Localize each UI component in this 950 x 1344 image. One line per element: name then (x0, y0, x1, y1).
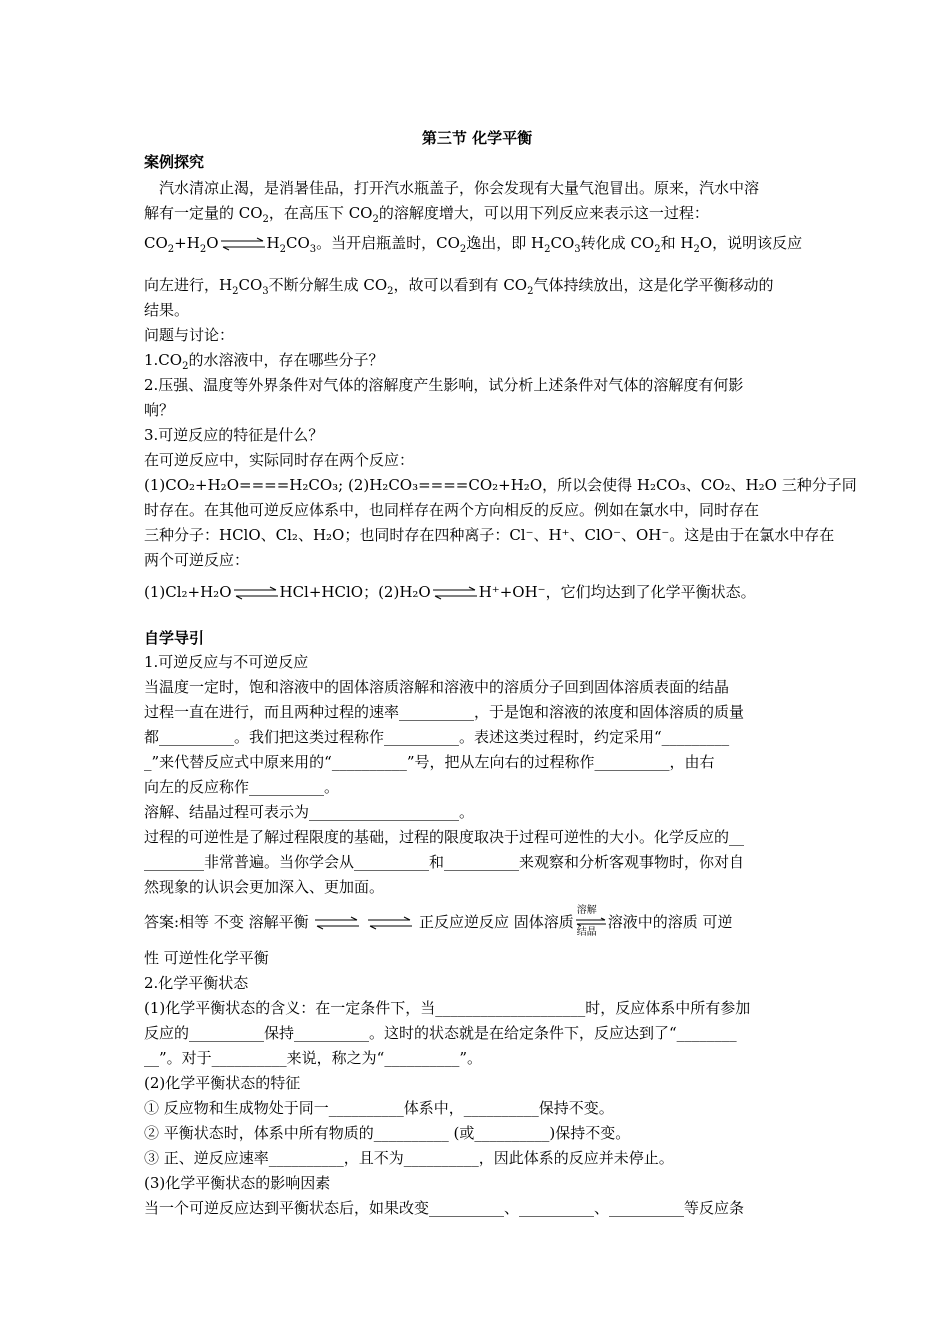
case-paragraph-line: 汽水清凉止渴，是消暑佳品，打开汽水瓶盖子，你会发现有大量气泡冒出。原来，汽水中溶 (144, 179, 760, 197)
equilibrium-arrow-icon (431, 585, 479, 601)
guide-line: (1)化学平衡状态的含义：在一定条件下，当____________________时，反应体系中所有参加 (144, 999, 751, 1017)
answer-key-line: 性 可逆性化学平衡 (144, 949, 269, 967)
case-equation-line: $CO_2+H_2O$ $H_2CO_3$。当开启瓶盖时，$CO_2$逸出，即 $H_2CO_3$转化成 $CO_2$和 $H_2O$，说明该反应 (144, 234, 803, 255)
guide-line: (2)化学平衡状态的特征 (144, 1074, 301, 1092)
guide-line: (3)化学平衡状态的影响因素 (144, 1174, 331, 1192)
question-2-cont: 响？ (144, 401, 175, 419)
equilibrium-arrow-icon (232, 585, 280, 601)
questions-heading: 问题与讨论： (144, 326, 235, 344)
guide-line: 当温度一定时，饱和溶液中的固体溶质溶解和溶液中的溶质分子回到固体溶质表面的结晶 (144, 678, 730, 696)
question-3: 3.可逆反应的特征是什么？ (144, 426, 324, 444)
answer-key-line: 答案:相等 不变 溶解平衡 正反应逆反应 固体溶质 溶解 结晶 溶液中的溶质 可逆 (144, 904, 810, 940)
equilibrium-arrow-icon (366, 915, 414, 931)
guide-line: 都__________。我们把这类过程称作__________。表述这类过程时，约定采用“_________ (144, 728, 730, 746)
guide-line: ① 反应物和生成物处于同一__________体系中，__________保持不变。 (144, 1099, 614, 1117)
section-heading: 1.可逆反应与不可逆反应 (144, 653, 309, 671)
guide-line: 溶解、结晶过程可表示为____________________。 (144, 803, 475, 821)
answer-equation-line: (1)Cl₂+H₂O HCl+HClO；(2)H₂O H⁺+OH⁻，它们均达到了化学平衡状态。 (144, 583, 756, 601)
page-title: 第三节 化学平衡 (421, 129, 533, 147)
case-paragraph-line: 向左进行，$H_2CO_3$不断分解生成 $CO_2$，故可以看到有 $CO_2$气体持续放出，这是化学平衡移动的 (144, 276, 774, 297)
guide-line: 过程的可逆性是了解过程限度的基础，过程的限度取决于过程可逆性的大小。化学反应的__ (144, 828, 745, 846)
answer-line: 两个可逆反应： (144, 551, 250, 569)
equilibrium-arrow-icon (313, 915, 361, 931)
guide-line: ② 平衡状态时，体系中所有物质的__________ (或__________)保持不变。 (144, 1124, 631, 1142)
equilibrium-arrow-icon (219, 236, 267, 252)
guide-line: __”。对于__________来说，称之为“__________”。 (144, 1049, 483, 1067)
answer-line: 在可逆反应中，实际同时存在两个反应： (144, 451, 415, 469)
question-2: 2.压强、温度等外界条件对气体的溶解度产生影响，试分析上述条件对气体的溶解度有何影 (144, 376, 744, 394)
dissolve-crystallize-arrow-icon: 溶解 结晶 (575, 905, 607, 941)
question-1: $1.CO_2$的水溶液中，存在哪些分子？ (144, 351, 384, 372)
guide-line: ________非常普遍。当你学会从__________和__________来观察和分析客观事物时，你对自 (144, 853, 745, 871)
case-paragraph-line: 结果。 (144, 301, 190, 319)
guide-line: 过程一直在进行，而且两种过程的速率__________，于是饱和溶液的浓度和固体溶质的质量 (144, 703, 745, 721)
guide-line: _”来代替反应式中原来用的“__________”号，把从左向右的过程称作__________，由右 (144, 753, 715, 771)
section-heading: 2.化学平衡状态 (144, 974, 249, 992)
guide-line: 向左的反应称作__________。 (144, 778, 340, 796)
answer-line: 三种分子：HClO、Cl₂、H₂O；也同时存在四种离子：Cl⁻、H⁺、ClO⁻、OH⁻。这是由于在氯水中存在 (144, 526, 835, 544)
guide-line: 然现象的认识会更加深入、更加面。 (144, 878, 385, 896)
case-paragraph-line: 解有一定量的 $CO_2$，在高压下 $CO_2$的溶解度增大，可以用下列反应来表示这一过程： (144, 204, 709, 225)
guide-heading: 自学导引 (144, 629, 205, 647)
guide-line: 反应的__________保持__________。这时的状态就是在给定条件下，反应达到了“________ (144, 1024, 737, 1042)
answer-line: (1)CO₂+H₂O====H₂CO₃; (2)H₂CO₃====CO₂+H₂O，所以会使得 H₂CO₃、CO₂、H₂O 三种分子同 (144, 476, 857, 494)
guide-line: 当一个可逆反应达到平衡状态后，如果改变__________、__________、__________等反应条 (144, 1199, 745, 1217)
guide-line: ③ 正、逆反应速率__________，且不为__________，因此体系的反应并未停止。 (144, 1149, 674, 1167)
answer-line: 时存在。在其他可逆反应体系中，也同样存在两个方向相反的反应。例如在氯水中，同时存在 (144, 501, 760, 519)
case-heading: 案例探究 (144, 153, 205, 171)
